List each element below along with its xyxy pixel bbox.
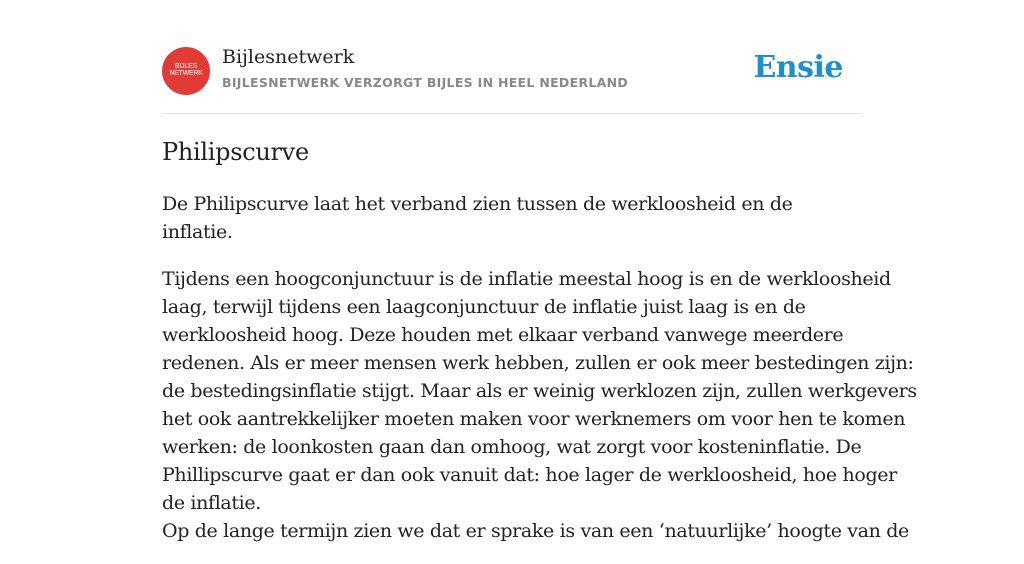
paragraph-line: het ook aantrekkelijker moeten maken voor werknemers om voor hen te komen xyxy=(162,408,906,430)
logo-text-line2: NETWERK xyxy=(169,70,203,77)
article-page xyxy=(162,0,917,542)
author-tagline: BIJLESNETWERK VERZORGT BIJLES IN HEEL NEDERLAND xyxy=(222,75,629,90)
paragraph-line: werkloosheid hoog. Deze houden met elkaar verband vanwege meerdere xyxy=(162,324,844,346)
author-logo[interactable] xyxy=(162,47,210,95)
paragraph-line: redenen. Als er meer mensen werk hebben, zullen er ook meer bestedingen zijn: xyxy=(162,352,914,374)
paragraph-line: werken: de loonkosten gaan dan omhoog, wat zorgt voor kosteninflatie. De xyxy=(162,436,862,458)
paragraph-main xyxy=(162,265,917,545)
paragraph-line: de bestedingsinflatie stijgt. Maar als er weinig werklozen zijn, zullen werkgevers xyxy=(162,380,917,402)
header-divider xyxy=(162,113,862,114)
page-title: Philipscurve xyxy=(162,138,309,166)
author-header xyxy=(162,46,862,96)
logo-text-line1: BIJLES xyxy=(174,63,198,70)
paragraph-line: laag, terwijl tijdens een laagconjunctuur de inflatie juist laag is en de xyxy=(162,296,806,318)
article-body xyxy=(162,190,917,564)
author-name[interactable]: Bijlesnetwerk xyxy=(222,46,355,68)
ensie-logo[interactable]: Ensie xyxy=(753,50,843,85)
paragraph-line: de inflatie. xyxy=(162,492,261,514)
paragraph-line: Phillipscurve gaat er dan ook vanuit dat: hoe lager de werkloosheid, hoe hoger xyxy=(162,464,897,486)
paragraph-line: Tijdens een hoogconjunctuur is de inflatie meestal hoog is en de werkloosheid xyxy=(162,268,891,290)
paragraph-line: Op de lange termijn zien we dat er sprake is van een ‘natuurlijke’ hoogte van de xyxy=(162,520,909,542)
paragraph-intro: De Philipscurve laat het verband zien tussen de werkloosheid en de inflatie. xyxy=(162,193,793,243)
